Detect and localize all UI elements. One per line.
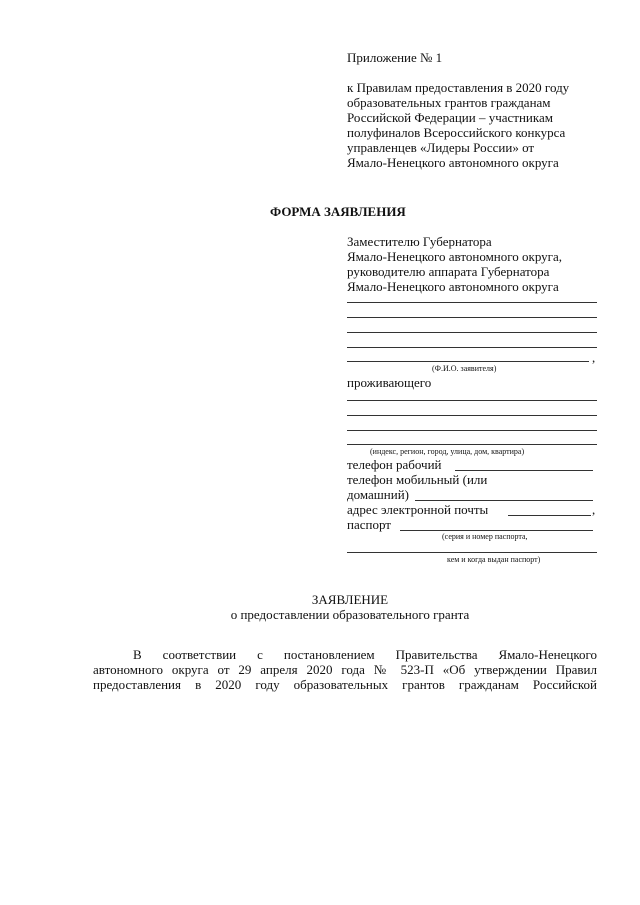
addressee-line: руководителю аппарата Губернатора [347,264,550,279]
appendix-reference [347,80,569,170]
passport-hint: (серия и номер паспорта, [442,532,528,541]
statement-body [93,647,597,692]
fio-line[interactable] [347,317,597,318]
phone-mobile-field[interactable] [415,500,593,501]
phone-work-label: телефон рабочий [347,457,442,472]
appendix-line: к Правилам предоставления в 2020 году [347,80,570,95]
statement-subtitle: о предоставлении образовательного гранта [230,607,470,622]
body-line: предоставления в 2020 году образовательных грантов гражданам Российской [93,677,597,692]
phone-work-field[interactable] [455,470,593,471]
appendix-line: Ямало-Ненецкого автономного округа [347,155,559,170]
residing-label: проживающего [347,375,432,390]
passport-issued-field[interactable] [347,552,597,553]
address-line[interactable] [347,400,597,401]
email-label: адрес электронной почты [347,502,489,517]
address-line[interactable] [347,430,597,431]
passport-issued-hint: кем и когда выдан паспорт) [447,555,541,564]
email-field[interactable] [508,515,591,516]
appendix-line: полуфиналов Всероссийского конкурса [347,125,566,140]
addressee-line: Ямало-Ненецкого автономного округа, [347,249,563,264]
body-line: В соответствии с постановлением Правительства Ямало-Ненецкого [133,647,597,662]
fio-line[interactable] [347,361,589,362]
fio-hint: (Ф.И.О. заявителя) [432,364,497,373]
addressee-block [347,234,562,294]
email-comma: , [592,502,596,517]
passport-label: паспорт [347,517,391,532]
appendix-number: Приложение № 1 [347,50,443,65]
fio-line[interactable] [347,302,597,303]
form-title: ФОРМА ЗАЯВЛЕНИЯ [270,204,406,219]
fio-comma: , [592,350,596,365]
address-hint: (индекс, регион, город, улица, дом, квартира) [370,447,525,456]
appendix-line: образовательных грантов гражданам [347,95,551,110]
body-line: автономного округа от 29 апреля 2020 года № 523-П «Об утверждении Правил [93,662,597,677]
address-line[interactable] [347,444,597,445]
fio-line[interactable] [347,332,597,333]
addressee-line: Заместителю Губернатора [347,234,492,249]
statement-title: ЗАЯВЛЕНИЕ [311,592,389,607]
fio-line[interactable] [347,347,597,348]
address-line[interactable] [347,415,597,416]
addressee-line: Ямало-Ненецкого автономного округа [347,279,559,294]
passport-number-field[interactable] [400,530,593,531]
phone-mobile-label: телефон мобильный (или [347,472,488,487]
phone-mobile-label-cont: домашний) [347,487,409,502]
appendix-line: Российской Федерации – участникам [347,110,554,125]
appendix-line: управленцев «Лидеры России» от [347,140,535,155]
